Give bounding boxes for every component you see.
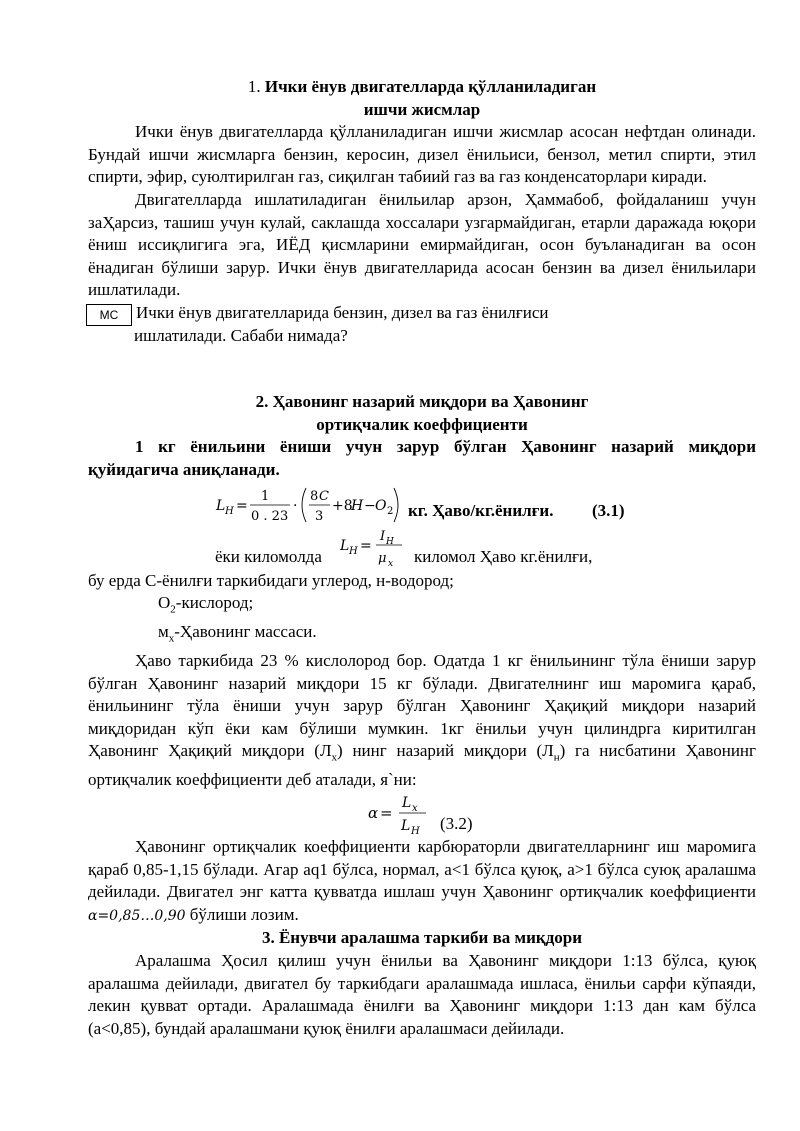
alpha-range-math: α=0,85…0,90 [88,907,186,924]
svg-text:H: H [351,497,364,514]
svg-text:x: x [412,803,418,815]
formula-molar-math [338,526,408,570]
formula-3-2-number: (3.2) [440,814,473,834]
where-line1: бу ерда С-ёнилғи таркибидаги углерод, н-водород; [88,570,454,590]
svg-text:μ: μ [378,550,387,566]
svg-text:8: 8 [310,488,319,504]
formula-molar-left-text: ёки киломолда [215,546,322,566]
svg-text:·: · [293,497,298,514]
question-block [88,302,756,347]
svg-text:C: C [319,488,329,504]
formula-3-2-math [366,792,436,836]
svg-text:1: 1 [261,488,270,504]
svg-text:H: H [411,826,420,837]
section3-paragraph1: Аралашма Ҳосил қилиш учун ёнильи ва Ҳавонинг миқдори 1:13 бўлса, қуюқ аралашма дейилади, двигател бу таркибдаги аралашмада ишласа, ёнильи сарфи кўпаяди, лекин қувват ортади. Аралашмада ёнилғи ва Ҳавонинг миқдори 1:13 дан кам бўлса (а<0,85), бундай аралашмани қуюқ ёнилғи аралашмаси дейилади. [88,950,756,1038]
svg-text:0 . 23: 0 . 23 [251,508,289,524]
section1-title [88,76,756,99]
svg-text:H: H [225,505,234,517]
formula-3-1-number: (3.1) [592,500,625,520]
section2-paragraph4: Ҳавонинг ортиқчалик коеффициенти карбюраторли двигателларнинг иш маромига қараб 0,85-1,15 бўлади. Агар аq1 бўлса, нормал, а<1 бўлса қуюқ, а>1 бўлса суюқ аралашма дейилади. Двигател энг катта қувватда ишлаш учун Ҳавонинг ортиқчалик коеффициенти α=0,85…0,90 бўлиши лозим. [88,837,756,924]
formula-3-2 [88,792,756,836]
section1-title-line2: ишчи жисмлар [363,99,481,119]
svg-text:L: L [401,818,411,835]
svg-text:2: 2 [387,505,394,517]
svg-text:H: H [386,536,394,547]
section3-title: 3. Ёнувчи аралашма таркиби ва миқдори [261,928,583,948]
svg-text:L: L [402,795,412,812]
section1-paragraph2: Двигателларда ишлатиладиган ёнильилар арзон, Ҳаммабоб, фойдаланиш учун заҲарсиз, ташиш учун кулай, саклашда хоссалари узгармайдиган, етарли даражада юқори ёниш иссиқлигига эга, ИЁД қисмларини емирмайдиган, осон буъланадиган ва осон ёнадиган бўлиши зарур. Ички ёнув двигателларида асосан бензин ва дизел ёнильилари ишлатилади. [88,189,756,300]
section2-bold-paragraph: 1 кг ёнильини ёниши учун зарур бўлган Ҳавонинг назарий миқдори қуйидагича аниқланади. [88,437,756,479]
question-line2: ишлатилади. Сабаби нимада? [134,325,348,345]
svg-text:−: − [364,497,376,514]
formula-3-1-math [214,484,410,526]
svg-text:H: H [349,545,358,557]
formula-molar [88,526,756,570]
section2-title-line1: 2. Ҳавонинг назарий миқдори ва Ҳавонинг [255,392,589,412]
svg-text:3: 3 [315,508,324,524]
svg-text:=: = [360,537,372,554]
section1-paragraph1: Ички ёнув двигателларда қўлланиладиган ишчи жисмлар асосан нефтдан олинади. Бундай ишчи жисмларга бензин, керосин, дизел ёнильиси, бензол, метил спирти, этил спирти, эфир, суюлтирилган газ, сиқилган табиий газ ва газ конденсаторлари киради. [88,122,756,187]
document-page [88,76,756,1040]
svg-text:x: x [388,558,394,569]
where-line3: $м_х$-Ҳавонинг массаси. [158,622,317,645]
svg-text:+8: +8 [332,497,353,514]
where-line2: $О_2$-кислород; [158,593,254,616]
section2-paragraph3: Ҳаво таркибида 23 % кислолород бор. Одатда 1 кг ёнильининг тўла ёниши зарур бўлган Ҳавонинг назарий миқдори 15 кг бўлади. Двигателнинг иш маромига қараб, ёнильининг тўла ёниши учун зарур бўлган Ҳавонинг Ҳақиқий миқдори назарий миқдоридан кўп ёки кам бўлиши мумкин. 1кг ёнильи учун цилиндрга киритилган Ҳавонинг Ҳақиқий миқдори $(Л_х)$ нинг назарий миқдори $(Л_н)$ га нисбатини Ҳавонинг ортиқчалик коеффициенти деб аталади, я`ни: [88,651,756,790]
section1-title-line1: Ички ёнув двигателларда қўлланиладиган [264,77,597,96]
formula-3-1 [88,484,756,526]
svg-text:L: L [216,497,226,514]
section1-number: 1. [247,77,261,96]
svg-text:I: I [380,528,386,544]
question-line1: Ички ёнув двигателларида бензин, дизел ва газ ёнилғиси [136,302,549,322]
formula-3-1-units: кг. Ҳаво/кг.ёнилғи. [408,500,554,520]
mc-label-box: МС [86,304,132,326]
formula-molar-right-text: киломол Ҳаво кг.ёнилғи, [414,546,593,566]
svg-text:=: = [236,497,248,514]
svg-text:=: = [380,804,393,823]
svg-text:L: L [340,537,350,554]
svg-text:O: O [375,497,387,514]
section2-title-line2: ортиқчалик коеффициенти [316,414,528,434]
svg-text:α: α [368,804,379,823]
